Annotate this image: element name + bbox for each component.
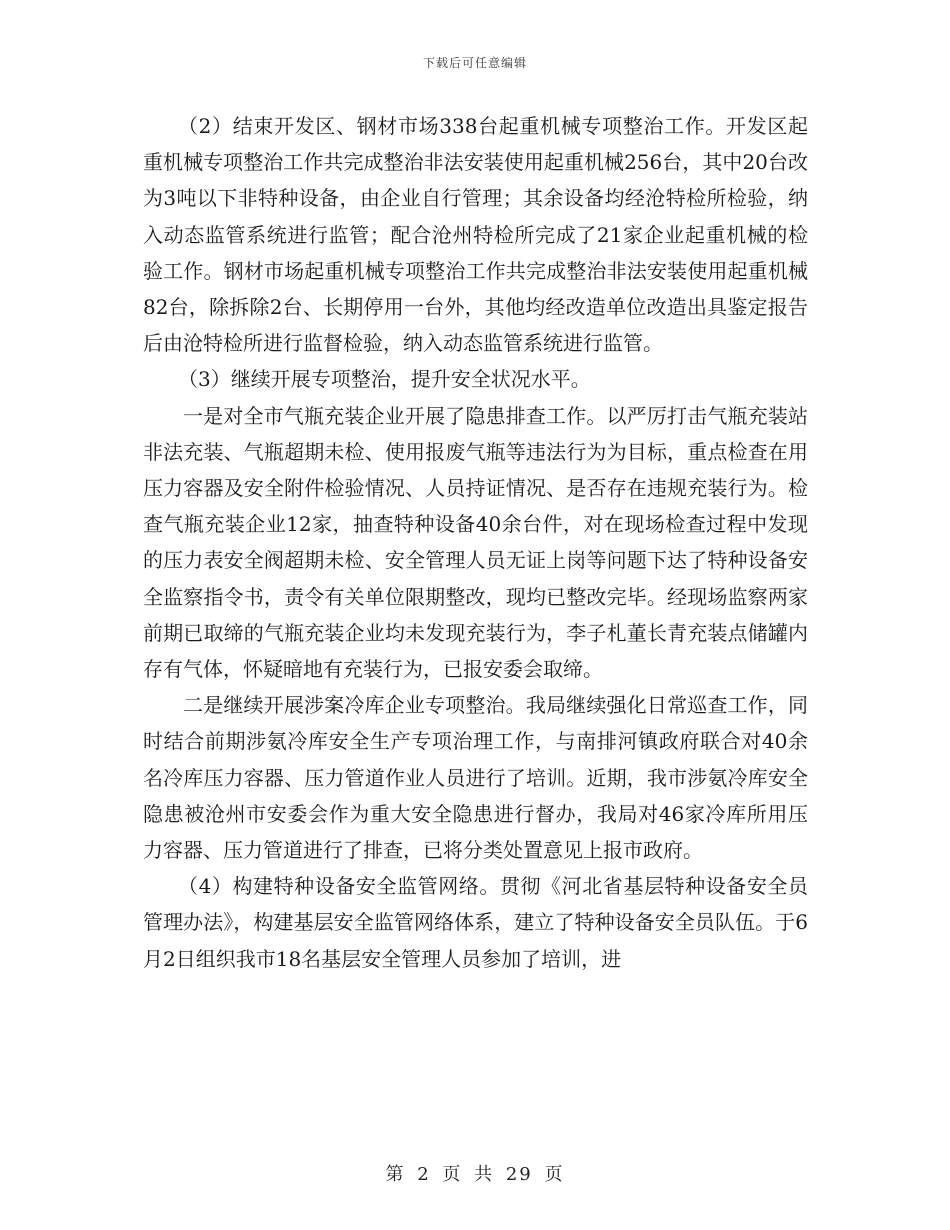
paragraph-item-4: （4）构建特种设备安全监管网络。贯彻《河北省基层特种设备安全员管理办法》，构建基层安全监管网络体系，建立了特种设备安全员队伍。于6月2日组织我市18名基层安全管理人员参加了培训，进 bbox=[143, 874, 808, 971]
page-number-footer: 第 2 页 共 29 页 bbox=[385, 1164, 565, 1185]
page-header: 下载后可任意编辑 bbox=[422, 56, 527, 70]
document-body bbox=[143, 108, 808, 977]
paragraph-gas-cylinder: 一是对全市气瓶充装企业开展了隐患排查工作。以严厉打击气瓶充装站非法充装、气瓶超期未检、使用报废气瓶等违法行为为目标，重点检查在用压力容器及安全附件检验情况、人员持证情况、是否存在违规充装行为。检查气瓶充装企业12家，抽查特种设备40余台件，对在现场检查过程中发现的压力表安全阀超期未检、安全管理人员无证上岗等问题下达了特种设备安全监察指令书，责令有关单位限期整改，现均已整改完毕。经现场监察两家前期已取缔的气瓶充装企业均未发现充装行为，李子札董长青充装点储罐内存有气体，怀疑暗地有充装行为，已报安委会取缔。 bbox=[143, 403, 808, 682]
paragraph-item-3: （3）继续开展专项整治，提升安全状况水平。 bbox=[178, 367, 591, 392]
paragraph-item-2: （2）结束开发区、钢材市场338台起重机械专项整治工作。开发区起重机械专项整治工作共完成整治非法安装使用起重机械256台，其中20台改为3吨以下非特种设备，由企业自行管理；其余设备均经沧特检所检验，纳入动态监管系统进行监管；配合沧州特检所完成了21家企业起重机械的检验工作。钢材市场起重机械专项整治工作共完成整治非法安装使用起重机械82台，除拆除2台、长期停用一台外，其他均经改造单位改造出具鉴定报告后由沧特检所进行监督检验，纳入动态监管系统进行监管。 bbox=[143, 114, 808, 356]
paragraph-cold-storage: 二是继续开展涉案冷库企业专项整治。我局继续强化日常巡查工作，同时结合前期涉氨冷库安全生产专项治理工作，与南排河镇政府联合对40余名冷库压力容器、压力管道作业人员进行了培训。近期，我市涉氨冷库安全隐患被沧州市安委会作为重大安全隐患进行督办，我局对46家冷库所用压力容器、压力管道进行了排查，已将分类处置意见上报市政府。 bbox=[143, 693, 808, 863]
